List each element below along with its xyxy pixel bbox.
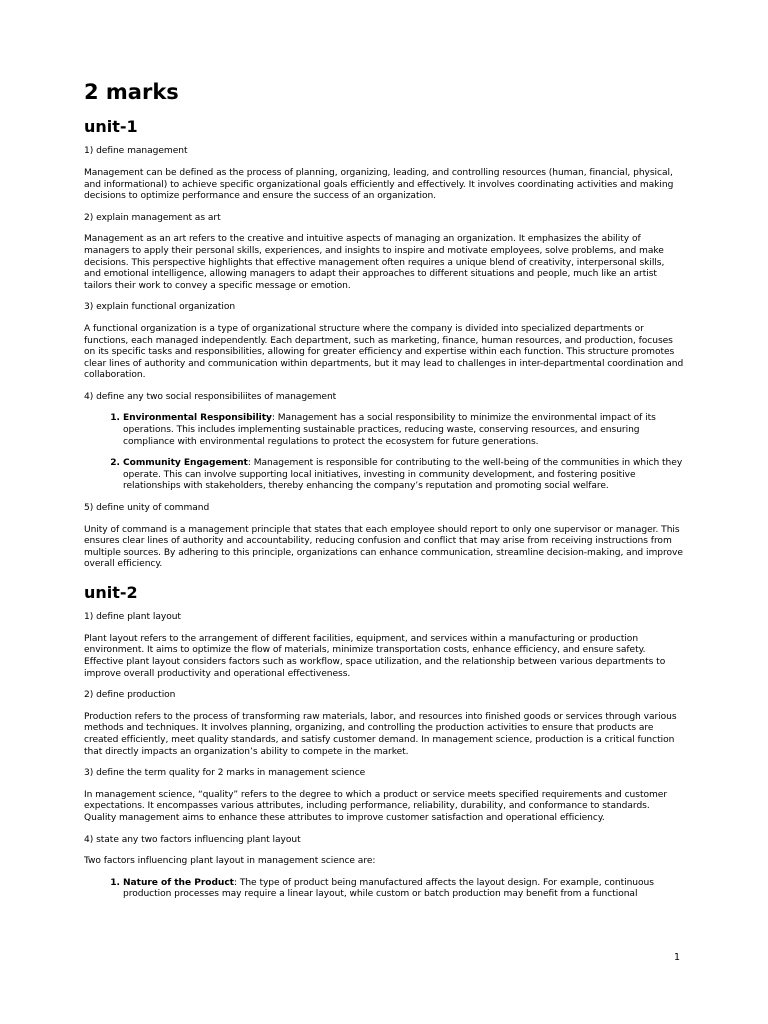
answer: Two factors influencing plant layout in management science are: [84, 856, 376, 867]
answer: Plant layout refers to the arrangement of different facilities, equipment, and services within a manufacturing or production environment. It aims to optimize the flow of materials, minimize transportation costs, enhance efficiency, and ensure safety. Effective plant layout considers factors such as workflow, space utilization, and the relationship between various departments to improve overall productivity and operational effectiveness. [84, 633, 666, 679]
answer: Management as an art refers to the creative and intuitive aspects of managing an organization. It emphasizes the ability of managers to apply their personal skills, experiences, and insights to inspire and motivate employees, solve problems, and make decisions. This perspective highlights that effective management often requires a unique blend of creativity, interpersonal skills, and emotional intelligence, allowing managers to adapt their approaches to different situations and people, much like an artist tailors their work to convey a specific message or emotion. [84, 234, 665, 291]
unit-heading: unit-2 [84, 583, 138, 602]
question: 2) define production [84, 690, 176, 701]
question: 2) explain management as art [84, 212, 221, 223]
list-item [123, 458, 684, 493]
answer: A functional organization is a type of organizational structure where the company is divided into specialized departments or functions, each managed independently. Each department, such as marketing, finance, human resources, and production, focuses on its specific tasks and responsibilities, allowing for greater efficiency and expertise within each function. This structure promotes clear lines of authority and communication within departments, but it may lead to challenges in inter-departmental coordination and collaboration. [84, 323, 684, 381]
answer: In management science, “quality” refers to the degree to which a product or service meets specified requirements and customer expectations. It encompasses various attributes, including performance, reliability, durability, and conformance to standards. Quality management aims to enhance these attributes to improve customer satisfaction and operational efficiency. [84, 789, 668, 823]
question: 5) define unity of command [84, 503, 210, 514]
question: 1) define plant layout [84, 612, 181, 623]
list-item [123, 413, 684, 448]
answer: Management can be defined as the process of planning, organizing, leading, and controlling resources (human, financial, physical, and informational) to achieve specific organizational goals efficiently and effectively. It involves coordinating activities and making decisions to optimize performance and ensure the success of an organization. [84, 167, 674, 202]
numbered-list [84, 878, 684, 901]
document-title: 2 marks [84, 80, 179, 104]
list-item-text: : The type of product being manufactured affects the layout design. For example, continuous production processes may require a linear layout, while custom or batch production may benefit from a functional [123, 877, 654, 900]
question: 1) define management [84, 146, 188, 157]
question: 3) define the term quality for 2 marks in management science [84, 768, 366, 779]
answer: Unity of command is a management principle that states that each employee should report to only one supervisor or manager. This ensures clear lines of authority and accountability, reducing confusion and conflict that may arise from receiving instructions from multiple sources. By adhering to this principle, organizations can enhance communication, streamline decision-making, and improve overall efficiency. [84, 524, 683, 570]
answer: Production refers to the process of transforming raw materials, labor, and resources into finished goods or services through various methods and techniques. It involves planning, organizing, and controlling the production activities to ensure that products are created efficiently, meet quality standards, and satisfy customer demand. In management science, production is a critical function that directly impacts an organization’s ability to compete in the market. [84, 711, 677, 757]
list-item-text: : Management is responsible for contributing to the well-being of the communities in which they operate. This can involve supporting local initiatives, investing in community development, and fostering positive relationships with stakeholders, thereby enhancing the company’s reputation and promoting social welfare. [123, 458, 683, 492]
unit-heading: unit-1 [84, 117, 138, 137]
document-page [84, 80, 684, 911]
question: 4) define any two social responsibiliites of management [84, 391, 337, 402]
list-item-term: Environmental Responsibility [123, 413, 272, 424]
question: 3) explain functional organization [84, 302, 236, 313]
list-item-term: Community Engagement [123, 458, 248, 469]
numbered-list [84, 413, 684, 493]
list-item-term: Nature of the Product [123, 877, 234, 888]
list-item-text: : Management has a social responsibility to minimize the environmental impact of its operations. This includes implementing sustainable practices, reducing waste, conserving resources, and ensuring compliance with environmental regulations to protect the ecosystem for future generations. [123, 413, 656, 447]
list-item [123, 878, 684, 901]
page-number: 1 [673, 952, 680, 963]
question: 4) state any two factors influencing plant layout [84, 834, 301, 845]
